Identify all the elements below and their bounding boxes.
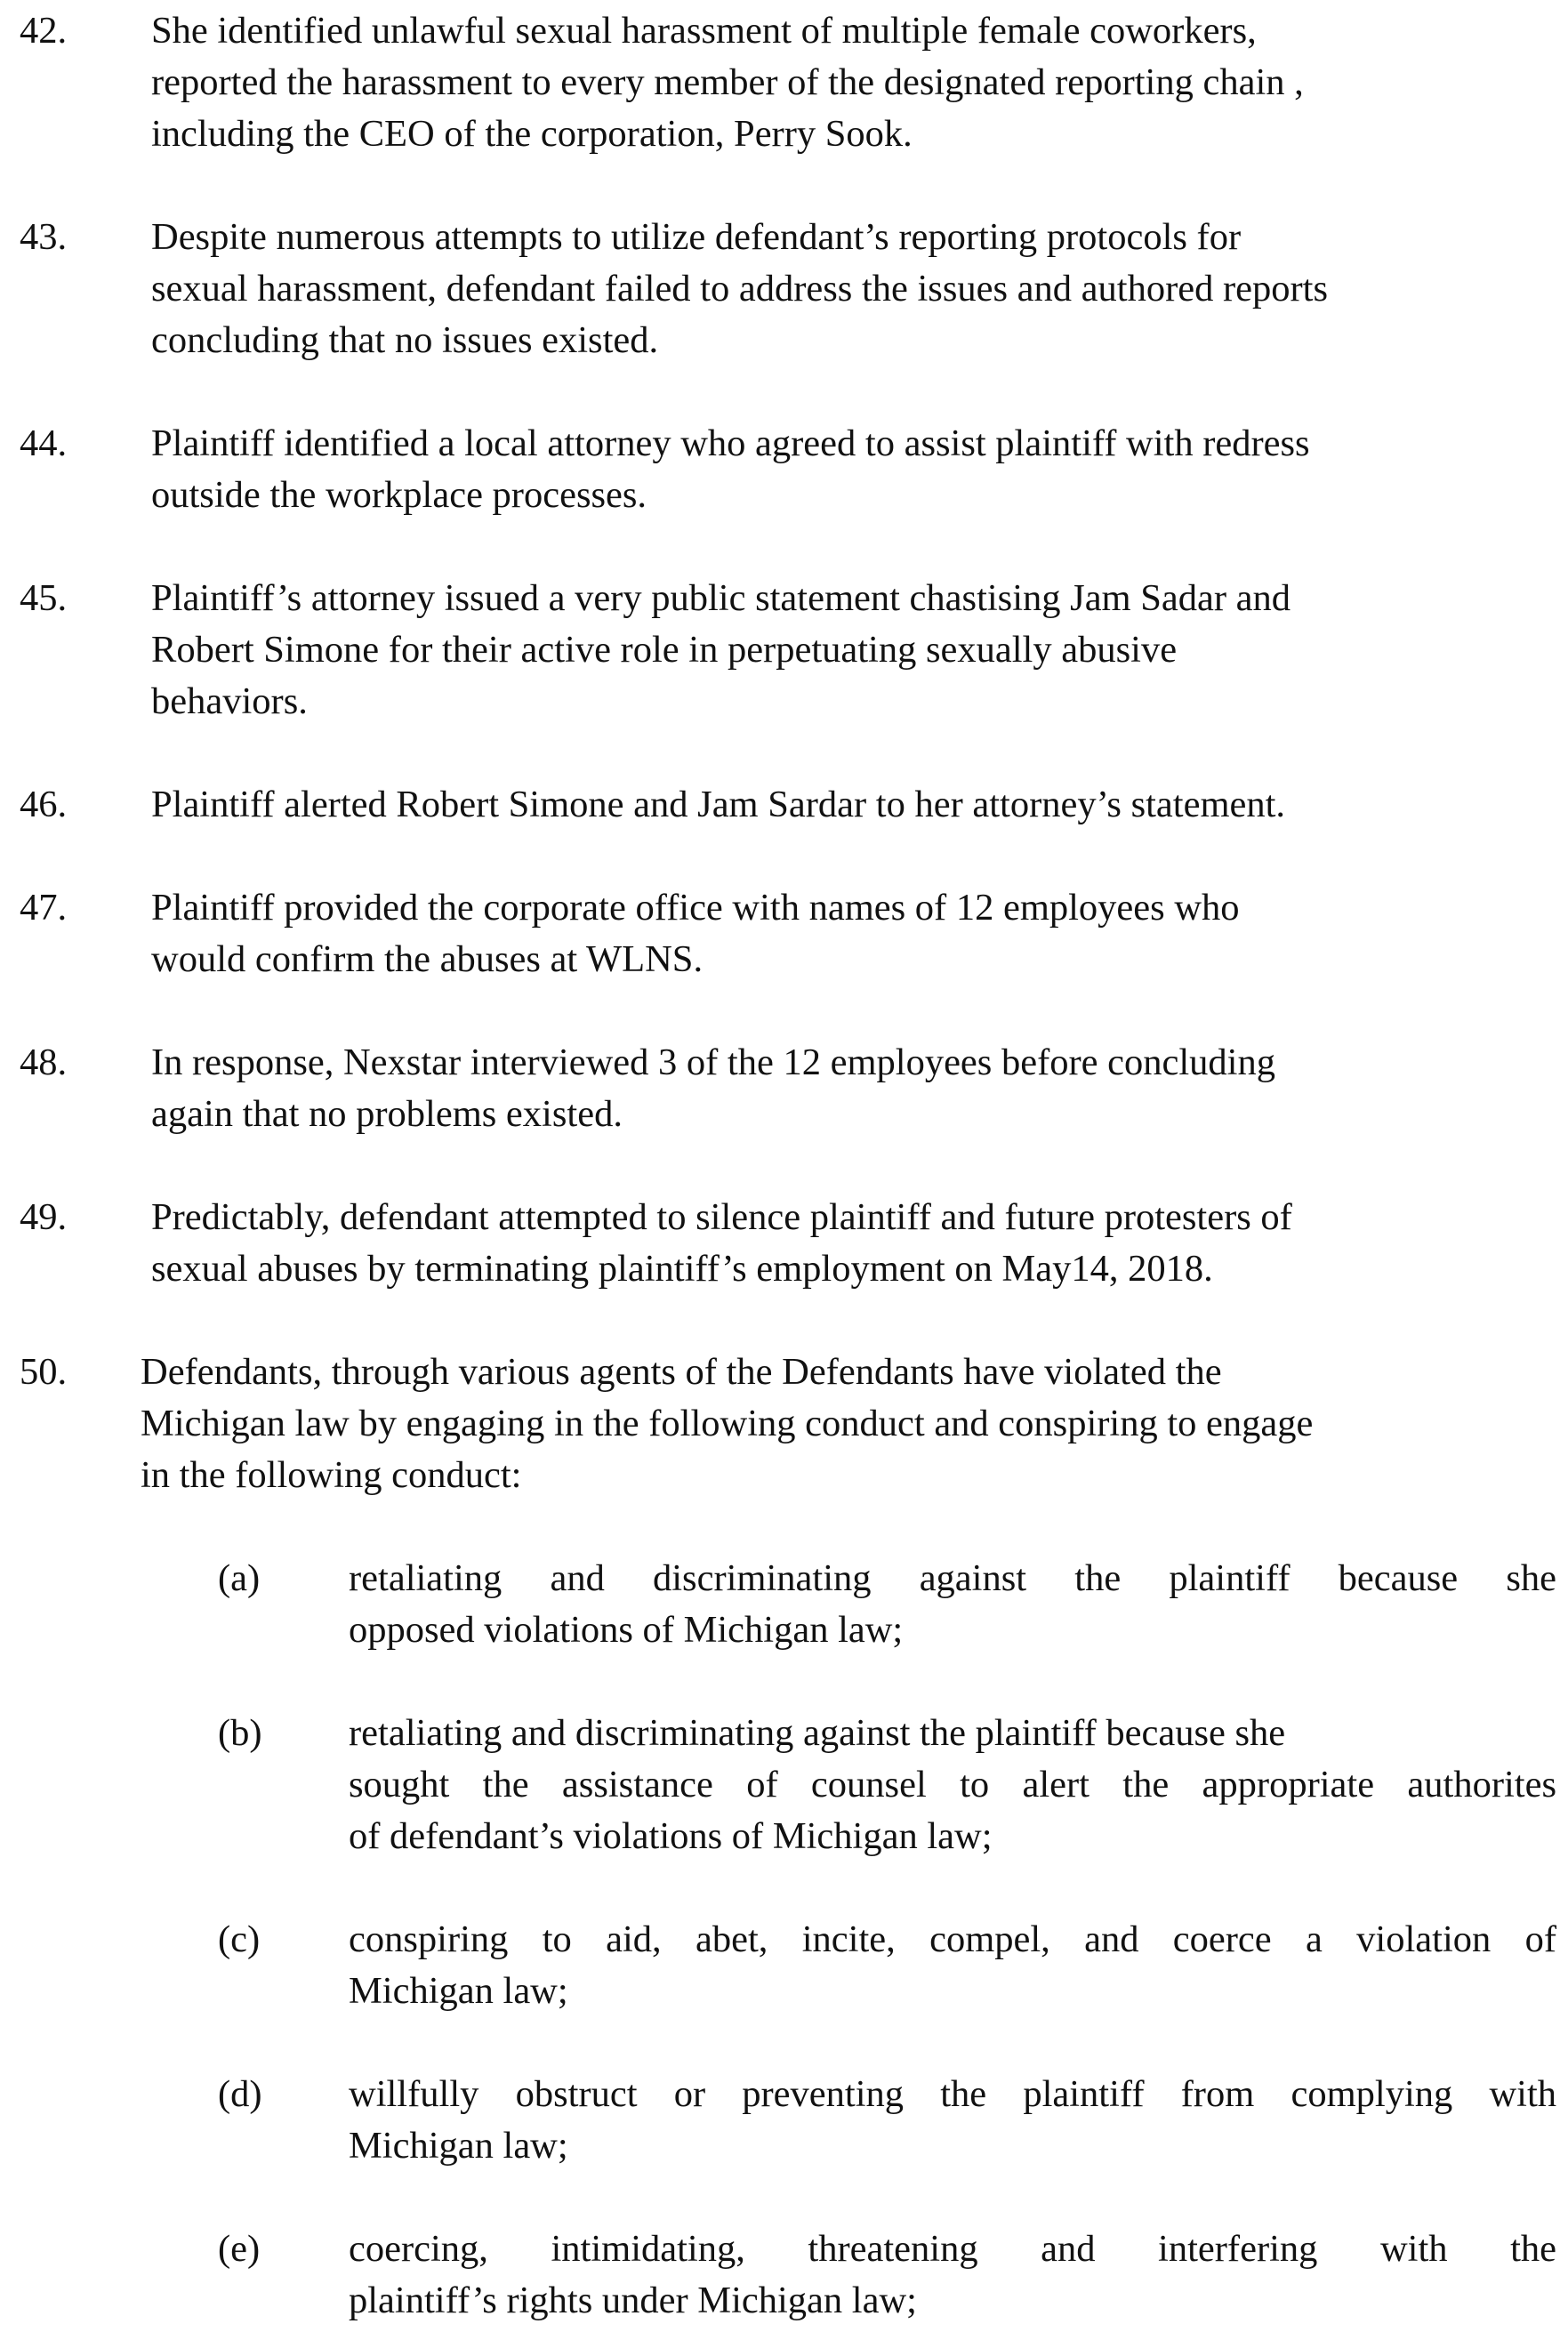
subitem-label: (c) [218, 1918, 261, 1960]
text-line: again that no problems existed. [151, 1093, 623, 1135]
paragraph-text [151, 1037, 1552, 1140]
subitem-label: (a) [218, 1557, 261, 1599]
paragraph-number: 47. [20, 887, 68, 929]
text-line: Predictably, defendant attempted to silence plaintiff and future protesters of [151, 1196, 1292, 1238]
text-line: concluding that no issues existed. [151, 319, 659, 361]
paragraph-number: 46. [20, 784, 68, 825]
subitem-label: (b) [218, 1712, 262, 1754]
text-line: coercing, intimidating, threatening and interfering with the [349, 2228, 1556, 2270]
text-line: of defendant’s violations of Michigan law; [349, 1815, 993, 1857]
text-line: opposed violations of Michigan law; [349, 1609, 904, 1651]
text-line: outside the workplace processes. [151, 474, 647, 516]
paragraph-number: 43. [20, 216, 68, 258]
paragraph-text [151, 882, 1552, 985]
subitem-text [349, 1708, 1556, 1862]
text-line: She identified unlawful sexual harassment of multiple female coworkers, [151, 10, 1257, 52]
text-line: Michigan law; [349, 1970, 568, 2012]
subitem-text [349, 2223, 1556, 2327]
text-line: Plaintiff identified a local attorney who agreed to assist plaintiff with redress [151, 422, 1310, 464]
paragraph-text [151, 212, 1552, 366]
paragraph-number: 49. [20, 1196, 68, 1238]
text-line: would confirm the abuses at WLNS. [151, 938, 704, 980]
paragraph-number: 50. [20, 1351, 68, 1393]
paragraph-number: 44. [20, 422, 68, 464]
paragraph-number: 45. [20, 577, 68, 619]
text-line: willfully obstruct or preventing the plaintiff from complying with [349, 2073, 1556, 2115]
paragraph-text [151, 779, 1552, 831]
text-line: Plaintiff’s attorney issued a very public statement chastising Jam Sadar and [151, 577, 1291, 619]
text-line: sexual abuses by terminating plaintiff’s employment on May14, 2018. [151, 1248, 1213, 1290]
subitem-label: (d) [218, 2073, 262, 2115]
subitem-text [349, 2069, 1556, 2172]
subitem-text [349, 1553, 1556, 1656]
subitem-label: (e) [218, 2228, 261, 2270]
text-line: Despite numerous attempts to utilize defendant’s reporting protocols for [151, 216, 1242, 258]
text-line: sought the assistance of counsel to alert the appropriate authorites [349, 1764, 1556, 1805]
text-line: sexual harassment, defendant failed to address the issues and authored reports [151, 268, 1328, 310]
text-line: In response, Nexstar interviewed 3 of the 12 employees before concluding [151, 1041, 1275, 1083]
paragraph-text [151, 1192, 1552, 1295]
paragraph-number: 42. [20, 10, 68, 52]
text-line: plaintiff’s rights under Michigan law; [349, 2280, 917, 2321]
text-line: conspiring to aid, abet, incite, compel, and coerce a violation of [349, 1918, 1556, 1960]
paragraph-text [141, 1347, 1555, 1501]
text-line: Michigan law; [349, 2125, 568, 2167]
paragraph-text [151, 573, 1552, 728]
text-line: retaliating and discriminating against the plaintiff because she [349, 1557, 1556, 1599]
text-line: Plaintiff provided the corporate office with names of 12 employees who [151, 887, 1240, 929]
text-line: reported the harassment to every member of the designated reporting chain , [151, 61, 1304, 103]
paragraph-text [151, 5, 1552, 160]
paragraph-number: 48. [20, 1041, 68, 1083]
text-line: retaliating and discriminating against the plaintiff because she [349, 1712, 1286, 1754]
text-line: in the following conduct: [141, 1454, 522, 1496]
text-line: behaviors. [151, 680, 308, 722]
text-line: Defendants, through various agents of the Defendants have violated the [141, 1351, 1222, 1393]
paragraph-text [151, 418, 1552, 521]
text-line: including the CEO of the corporation, Perry Sook. [151, 113, 913, 155]
text-line: Michigan law by engaging in the following conduct and conspiring to engage [141, 1403, 1314, 1444]
text-line: Plaintiff alerted Robert Simone and Jam Sardar to her attorney’s statement. [151, 784, 1286, 825]
subitem-text [349, 1914, 1556, 2017]
text-line: Robert Simone for their active role in perpetuating sexually abusive [151, 629, 1178, 671]
